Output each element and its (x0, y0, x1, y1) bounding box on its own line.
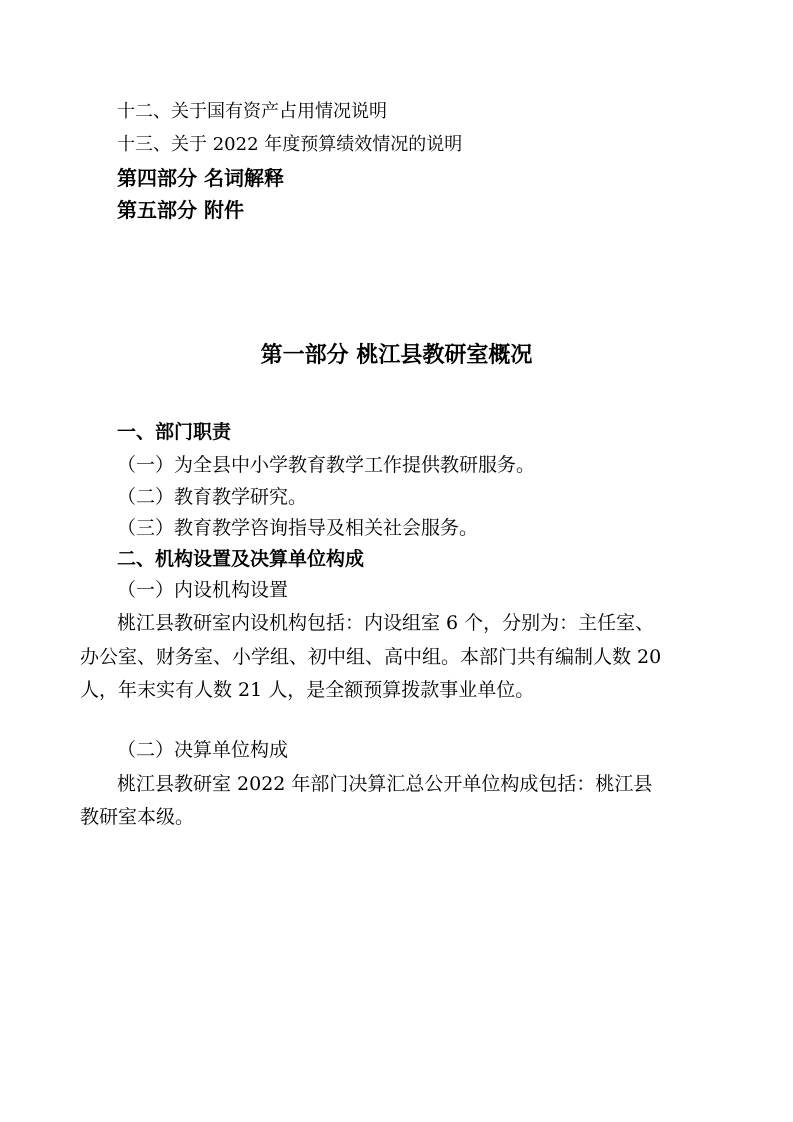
paragraph-line: 教研室本级。 (80, 806, 195, 828)
section-heading-duties: 一、部门职责 (117, 421, 232, 443)
toc-item-13: 十三、关于 2022 年度预算绩效情况的说明 (117, 134, 463, 155)
duty-item-3: （三）教育教学咨询指导及相关社会服务。 (117, 517, 479, 539)
toc-item-12: 十二、关于国有资产占用情况说明 (117, 101, 387, 122)
toc-part-5: 第五部分 附件 (117, 198, 244, 222)
page-title: 第一部分 桃江县教研室概况 (260, 343, 533, 368)
paragraph-line: 人，年末实有人数 21 人，是全额预算拨款事业单位。 (80, 679, 535, 701)
paragraph-line: 桃江县教研室内设机构包括：内设组室 6 个，分别为：主任室、 (117, 612, 655, 634)
paragraph-line: 桃江县教研室 2022 年部门决算汇总公开单位构成包括：桃江县 (117, 773, 653, 795)
paragraph-line: 办公室、财务室、小学组、初中组、高中组。本部门共有编制人数 20 (80, 646, 662, 668)
toc-part-4: 第四部分 名词解释 (117, 166, 284, 190)
duty-item-2: （二）教育教学研究。 (117, 486, 308, 508)
duty-item-1: （一）为全县中小学教育教学工作提供教研服务。 (117, 454, 536, 476)
section-heading-organization: 二、机构设置及决算单位构成 (117, 548, 365, 570)
subsection-heading-internal: （一）内设机构设置 (117, 579, 289, 601)
subsection-heading-units: （二）决算单位构成 (117, 739, 289, 761)
